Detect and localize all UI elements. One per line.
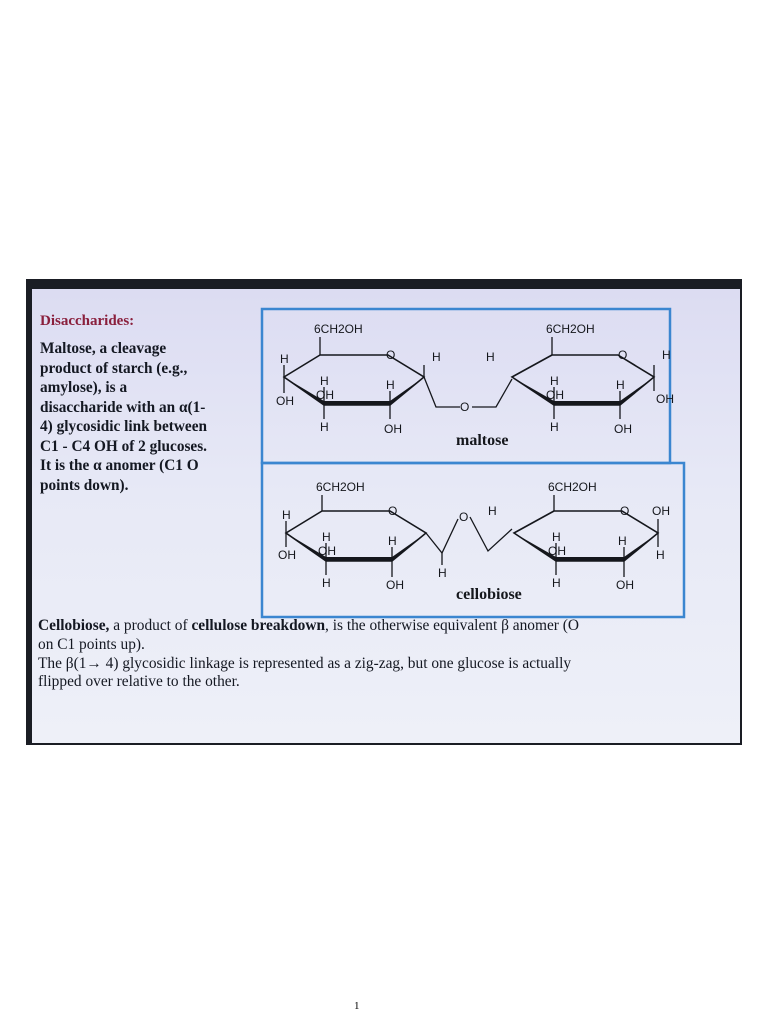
atom-oh: OH — [548, 544, 566, 558]
text-line — [38, 617, 738, 636]
cellobiose-description — [38, 617, 738, 692]
atom-h: H — [282, 508, 291, 522]
atom-h: H — [386, 378, 395, 392]
text-line: points down). — [40, 476, 129, 494]
atom-h: H — [488, 504, 497, 518]
atom-h: H — [552, 530, 561, 544]
slide-photo — [26, 279, 742, 745]
text-line: product of starch (e.g., — [40, 359, 188, 377]
ring-oxygen: O — [620, 504, 630, 518]
atom-oh: OH — [384, 422, 402, 436]
text-line: It is the α anomer (C1 O — [40, 457, 199, 474]
atom-h: H — [320, 420, 329, 434]
atom-h: H — [432, 350, 441, 364]
atom-h: H — [662, 348, 671, 362]
text-run: a product of — [113, 617, 192, 634]
atom-oh: OH — [616, 578, 634, 592]
text-line: Maltose, a cleavage — [40, 340, 167, 357]
ch2oh-label: 6CH2OH — [316, 480, 365, 494]
atom-h: H — [322, 576, 331, 590]
text-line: disaccharide with an α(1- — [40, 398, 206, 416]
atom-oh: OH — [316, 388, 334, 402]
text-run: Cellobiose, — [38, 617, 114, 634]
atom-h: H — [550, 420, 559, 434]
atom-h: H — [438, 566, 447, 580]
atom-h: H — [280, 352, 289, 366]
ring-oxygen: O — [618, 348, 628, 362]
ch2oh-label: 6CH2OH — [546, 322, 595, 336]
ch2oh-label: 6CH2OH — [314, 322, 363, 336]
slide — [32, 289, 740, 743]
maltose-description — [40, 339, 258, 495]
atom-oh: OH — [278, 548, 296, 562]
text-line: C1 - C4 OH of 2 glucoses. — [40, 437, 207, 455]
atom-oh: OH — [614, 422, 632, 436]
atom-oh: OH — [546, 388, 564, 402]
atom-h: H — [388, 534, 397, 548]
atom-h: H — [550, 374, 559, 388]
maltose-structure — [276, 322, 674, 449]
atom-oh: OH — [652, 504, 670, 518]
glycosidic-oxygen: O — [459, 510, 469, 524]
atom-h: H — [320, 374, 329, 388]
glycosidic-oxygen: O — [460, 400, 470, 414]
disaccharide-structures — [260, 307, 690, 619]
atom-oh: OH — [656, 392, 674, 406]
ch2oh-label: 6CH2OH — [548, 480, 597, 494]
ring-oxygen: O — [388, 504, 398, 518]
atom-h: H — [616, 378, 625, 392]
slide-title: Disaccharides: — [40, 313, 135, 329]
text-line: amylose), is a — [40, 379, 128, 396]
text-line: on C1 points up). — [38, 635, 145, 653]
text-run: cellulose breakdown — [191, 617, 326, 634]
cellobiose-structure — [278, 480, 670, 603]
page-number: 1 — [354, 1000, 360, 1012]
atom-h: H — [322, 530, 331, 544]
maltose-label: maltose — [456, 432, 509, 449]
atom-oh: OH — [386, 578, 404, 592]
atom-oh: OH — [276, 394, 294, 408]
text-line: 4) glycosidic link between — [40, 418, 207, 435]
text-run: , is the otherwise equivalent β anomer (O — [325, 617, 580, 634]
atom-h: H — [618, 534, 627, 548]
ring-oxygen: O — [386, 348, 396, 362]
text-line: flipped over relative to the other. — [38, 673, 240, 691]
text-line: The β(1→ 4) glycosidic linkage is represented as a zig-zag, but one glucose is actually — [38, 654, 572, 672]
atom-h: H — [552, 576, 561, 590]
atom-oh: OH — [318, 544, 336, 558]
atom-h: H — [486, 350, 495, 364]
cellobiose-label: cellobiose — [456, 586, 522, 603]
atom-h: H — [656, 548, 665, 562]
